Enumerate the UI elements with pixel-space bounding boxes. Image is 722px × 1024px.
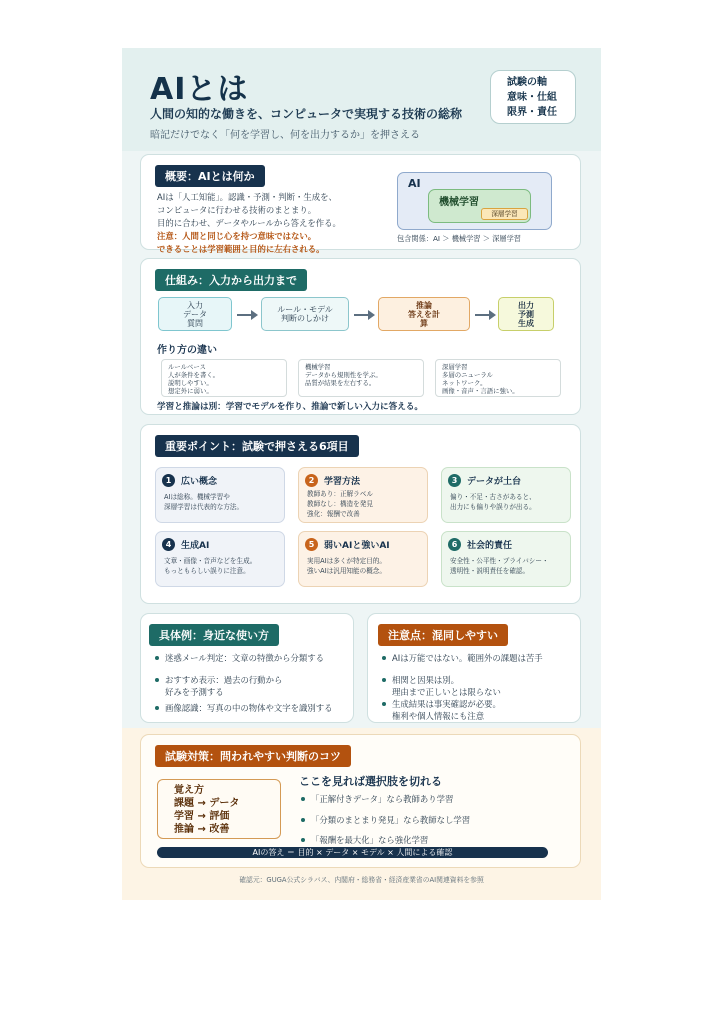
- caution-item: [382, 674, 501, 698]
- point-title: 広い概念: [181, 477, 218, 487]
- overview-line: コンピュータに行わせる技術のまとまり。: [157, 205, 317, 215]
- point-title: 生成AI: [181, 541, 210, 551]
- cautions-panel: [367, 613, 581, 723]
- example-line: 画像認識：写真の中の物体や文字を識別する: [165, 703, 333, 713]
- choice-item: [301, 793, 453, 805]
- example-item: [155, 652, 324, 664]
- compare-line: ネットワーク。: [442, 379, 487, 387]
- point-body: [164, 556, 256, 576]
- choice-line: 「報酬を最大化」なら強化学習: [311, 835, 429, 845]
- examples-panel: [140, 613, 354, 723]
- point-line: 文章・画像・音声などを生成。: [164, 557, 257, 565]
- bullet-dot: [382, 656, 386, 660]
- point-body: [164, 492, 243, 512]
- flow-inference-box: [378, 297, 470, 331]
- choice-line: 「正解付きデータ」なら教師あり学習: [311, 794, 454, 804]
- source-note: 確認元：GUGA公式シラバス、内閣府・総務省・経済産業省のAI関連資料を参照: [239, 876, 484, 884]
- flow-line: データ: [183, 310, 207, 319]
- compare-line: 機械学習: [305, 363, 331, 371]
- flow-line: 予測: [518, 310, 534, 319]
- point-line: AIは総称。機械学習や: [164, 493, 230, 501]
- flow-arrow: [237, 314, 253, 316]
- compare-line: 品質が結果を左右する。: [305, 379, 376, 387]
- bullet-dot: [382, 678, 386, 682]
- axis-line: 限界・責任: [507, 107, 557, 118]
- flow-input-box: [158, 297, 232, 331]
- formula-bar: AIの答え ＝ 目的 × データ × モデル × 人間による確認: [157, 847, 548, 858]
- point-line: 教師あり：正解ラベル: [307, 490, 373, 498]
- caution-item: [382, 652, 543, 664]
- point-body: [450, 556, 549, 576]
- flow-line: 算: [420, 319, 428, 328]
- compare-line: 説明しやすい。: [168, 379, 213, 387]
- page-title: AIとは: [150, 72, 249, 107]
- flow-line: 推論: [416, 301, 432, 310]
- memo-line: 学習 → 評価: [174, 811, 230, 822]
- point-title: 社会的責任: [467, 541, 513, 551]
- point-line: 実用AIは多くが特定目的。: [307, 557, 386, 565]
- point-number: 4: [162, 538, 175, 551]
- bullet-dot: [155, 656, 159, 660]
- bullet-dot: [382, 702, 386, 706]
- point-line: 偏り・不足・古さがあると、: [450, 493, 536, 501]
- overview-title: 概要：AIとは何か: [155, 165, 265, 187]
- point-line: 教師なし：構造を発見: [307, 500, 373, 508]
- compare-line: 多層のニューラル: [442, 371, 493, 379]
- point-body: [450, 492, 536, 512]
- axis-line: 試験の軸: [507, 77, 547, 88]
- point-card: [155, 467, 285, 523]
- caution-line: 理由まで正しいとは限らない: [392, 687, 501, 697]
- point-line: 強いAIは汎用知能の概念。: [307, 567, 386, 575]
- cautions-title: 注意点：混同しやすい: [378, 624, 508, 646]
- overview-warning: できることは学習範囲と目的に左右される。: [157, 244, 325, 254]
- point-title: 学習方法: [324, 477, 361, 487]
- point-line: 深層学習は代表的な方法。: [164, 503, 244, 511]
- caution-line: 生成結果は事実確認が必要。: [392, 699, 501, 709]
- mechanism-panel: [140, 258, 581, 415]
- choice-item: [301, 834, 428, 846]
- point-number: 5: [305, 538, 318, 551]
- overview-line: AIは「人工知能」。認識・予測・判断・生成を、: [157, 192, 337, 202]
- point-card: [441, 531, 571, 587]
- example-item: [155, 702, 333, 714]
- venn-caption: 包含関係：AI ＞ 機械学習 ＞ 深層学習: [397, 234, 521, 243]
- overview-warning: 注意：人間と同じ心を持つ意味ではない。: [157, 231, 317, 241]
- choice-line: 「分類のまとまり発見」なら教師なし学習: [311, 815, 471, 825]
- bullet-dot: [301, 818, 305, 822]
- point-title: データが土台: [467, 477, 522, 487]
- point-line: 強化：報酬で改善: [307, 510, 360, 518]
- venn-dl-box: 深層学習: [481, 208, 528, 220]
- exam-title: 試験対策：問われやすい判断のコツ: [155, 745, 351, 767]
- axis-line: 意味・仕組: [507, 92, 557, 103]
- compare-deep-learning: [435, 359, 561, 397]
- exam-axis-box: [490, 70, 576, 124]
- points-title: 重要ポイント：試験で押さえる6項目: [155, 435, 359, 457]
- bullet-dot: [301, 797, 305, 801]
- point-body: [307, 489, 373, 519]
- overview-line: 目的に合わせ、データやルールから答えを作る。: [157, 218, 341, 228]
- compare-line: データから規則性を学ぶ。: [305, 371, 382, 379]
- flow-arrow: [475, 314, 491, 316]
- compare-line: 想定外に弱い。: [168, 387, 213, 395]
- flow-line: 入力: [187, 301, 203, 310]
- exam-panel: [140, 734, 581, 868]
- flow-output-box: [498, 297, 554, 331]
- point-line: 出力にも偏りや誤りが出る。: [450, 503, 536, 511]
- page-subtitle: 人間の知的な働きを、コンピュータで実現する技術の総称: [150, 107, 463, 121]
- example-line: 好みを予測する: [165, 687, 224, 697]
- flow-line: ルール・モデル: [277, 305, 333, 314]
- caution-line: 相関と因果は別。: [392, 675, 459, 685]
- bullet-dot: [155, 678, 159, 682]
- memo-line: 課題 → データ: [174, 798, 240, 809]
- flow-model-box: [261, 297, 349, 331]
- compare-rule-based: [161, 359, 287, 397]
- point-title: 弱いAIと強いAI: [324, 541, 390, 551]
- point-line: 透明性・説明責任を確認。: [450, 567, 530, 575]
- compare-line: ルールベース: [168, 363, 206, 371]
- point-number: 6: [448, 538, 461, 551]
- overview-panel: [140, 154, 581, 254]
- infographic-sheet: [122, 48, 601, 900]
- example-item: [155, 674, 282, 698]
- example-line: おすすめ表示：過去の行動から: [165, 675, 283, 685]
- point-body: [307, 556, 386, 576]
- memory-tip-box: [157, 779, 281, 839]
- mechanism-title: 仕組み：入力から出力まで: [155, 269, 307, 291]
- compare-line: 深層学習: [442, 363, 468, 371]
- point-number: 1: [162, 474, 175, 487]
- venn-ml-box: [428, 189, 531, 223]
- point-line: 安全性・公平性・プライバシー・: [450, 557, 549, 565]
- point-number: 2: [305, 474, 318, 487]
- overview-body: [157, 191, 341, 256]
- point-card: [298, 531, 428, 587]
- header: [122, 48, 601, 151]
- mechanism-summary: 学習と推論は別：学習でモデルを作り、推論で新しい入力に答える。: [157, 402, 423, 412]
- compare-title: 作り方の違い: [157, 345, 217, 356]
- flow-line: 出力: [518, 301, 534, 310]
- point-card: [298, 467, 428, 523]
- venn-ml-label: 機械学習: [439, 197, 479, 208]
- flow-arrow: [354, 314, 370, 316]
- caution-line: 権利や個人情報にも注意: [392, 711, 485, 721]
- caution-line: AIは万能ではない。範囲外の課題は苦手: [392, 653, 543, 663]
- flow-line: 生成: [518, 319, 534, 328]
- example-line: 迷惑メール判定：文章の特徴から分類する: [165, 653, 324, 663]
- flow-line: 判断のしかけ: [281, 314, 329, 323]
- choice-title: ここを見れば選択肢を切れる: [299, 775, 442, 788]
- compare-line: 人が条件を書く。: [168, 371, 219, 379]
- point-card: [441, 467, 571, 523]
- memo-line: 覚え方: [174, 785, 204, 796]
- flow-line: 答えを計: [408, 310, 440, 319]
- point-line: もっともらしい誤りに注意。: [164, 567, 250, 575]
- ai-inclusion-diagram: [397, 172, 552, 230]
- bullet-dot: [301, 838, 305, 842]
- flow-line: 質問: [187, 319, 203, 328]
- points-panel: [140, 424, 581, 604]
- point-card: [155, 531, 285, 587]
- examples-title: 具体例：身近な使い方: [149, 624, 279, 646]
- choice-item: [301, 814, 470, 826]
- compare-machine-learning: [298, 359, 424, 397]
- compare-line: 画像・音声・言語に強い。: [442, 387, 519, 395]
- point-number: 3: [448, 474, 461, 487]
- page-tagline: 暗記だけでなく「何を学習し、何を出力するか」を押さえる: [150, 130, 420, 141]
- caution-item: [382, 698, 501, 722]
- bullet-dot: [155, 706, 159, 710]
- memo-line: 推論 → 改善: [174, 824, 230, 835]
- venn-ai-label: AI: [408, 177, 421, 190]
